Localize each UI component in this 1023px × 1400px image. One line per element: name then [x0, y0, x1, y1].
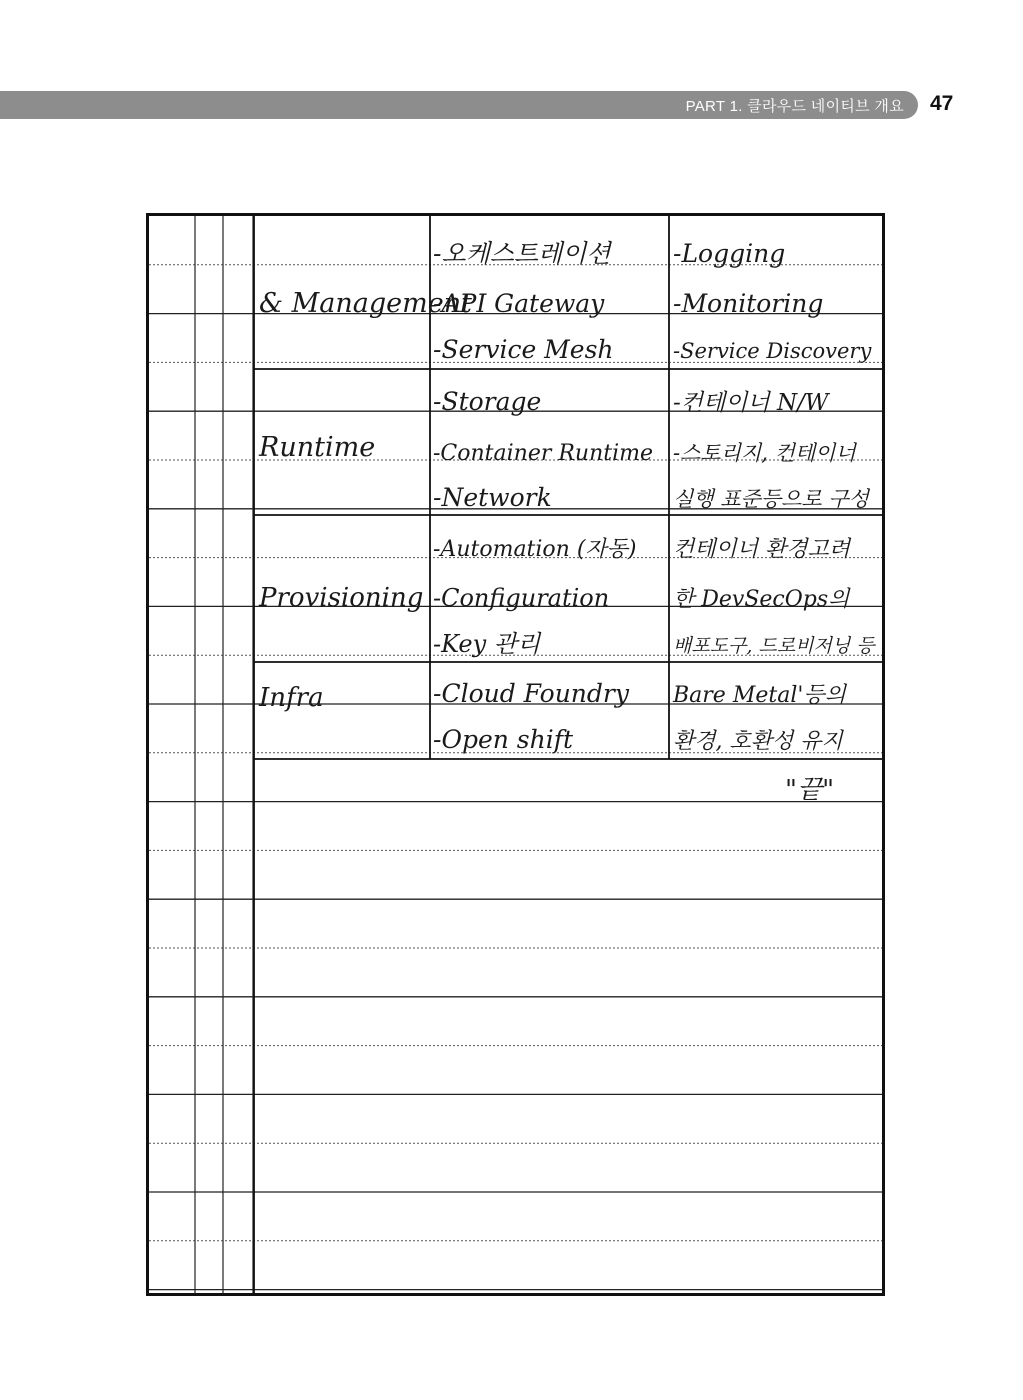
category-cell: Provisioning: [259, 583, 424, 613]
item-cell: -오케스트레이션: [433, 239, 611, 268]
note-cell: -Service Discovery: [673, 339, 872, 363]
category-cell: & Management: [259, 288, 472, 319]
item-cell: -Key 관리: [433, 630, 541, 658]
note-cell: -Monitoring: [673, 289, 824, 318]
margin-lines: [195, 216, 253, 1293]
note-cell: -스토리지, 컨테이너: [673, 441, 856, 465]
end-mark: "끝": [785, 775, 835, 805]
item-cell: -Service Mesh: [433, 335, 614, 364]
ruled-lines: [149, 265, 882, 1290]
note-cell: -컨테이너 N/W: [673, 390, 829, 416]
table-row: [258, 537, 876, 658]
page-number: 47: [930, 92, 954, 115]
note-cell: 환경, 호환성 유지: [673, 729, 843, 754]
table-row: [259, 239, 872, 364]
table-row: [258, 679, 848, 754]
item-cell: -Cloud Foundry: [433, 679, 629, 708]
sheet-lines: [149, 216, 882, 1293]
answer-sheet: [146, 213, 885, 1296]
item-cell: -Configuration: [433, 584, 610, 612]
running-header-title: PART 1. 클라우드 네이티브 개요: [685, 98, 904, 115]
note-cell: Bare Metal'등의: [673, 683, 846, 708]
item-cell: -Network: [433, 483, 552, 512]
note-cell: -Logging: [673, 239, 786, 268]
table-row: [258, 387, 871, 512]
note-cell: 컨테이너 환경고려: [673, 537, 851, 562]
category-cell: Infra: [259, 683, 324, 713]
category-cell: Runtime: [259, 432, 376, 463]
running-header-bar: [0, 91, 918, 119]
item-cell: -Open shift: [433, 725, 574, 754]
item-cell: -API Gateway: [433, 289, 605, 318]
item-cell: -Automation (자동): [433, 537, 637, 562]
note-cell: 배포도구, 드로비저닝 등: [673, 635, 875, 657]
item-cell: -Storage: [433, 387, 542, 416]
note-cell: 한 DevSecOps의: [673, 587, 850, 612]
item-cell: -Container Runtime: [433, 441, 654, 466]
note-cell: 실행 표준등으로 구성: [673, 487, 869, 511]
table-grid: [254, 216, 882, 1293]
